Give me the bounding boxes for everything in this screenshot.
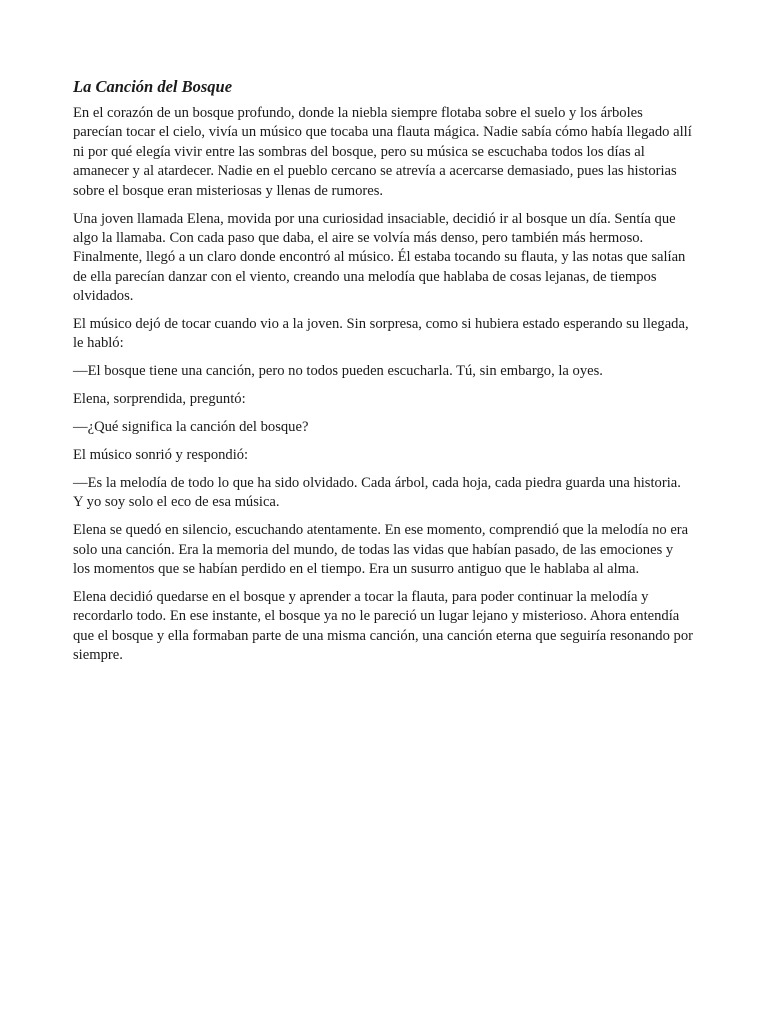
- paragraph-6: Elena se quedó en silencio, escuchando atentamente. En ese momento, comprendió que la melodía no era solo una canción. Era la memoria del mundo, de todas las vidas que habían pasado, de las emociones y los momentos que se habían perdido en el tiempo. Era un susurro antiguo que le hablaba al alma.: [73, 522, 689, 578]
- dialogue-line-1: —El bosque tiene una canción, pero no todos pueden escucharla. Tú, sin embargo, la oyes.: [73, 363, 603, 380]
- document-page: [73, 76, 693, 674]
- document-title: La Canción del Bosque: [73, 77, 233, 96]
- dialogue-line-3: —Es la melodía de todo lo que ha sido olvidado. Cada árbol, cada hoja, cada piedra guarda una historia. Y yo soy solo el eco de esa música.: [73, 475, 681, 511]
- paragraph-4: Elena, sorprendida, preguntó:: [73, 391, 246, 408]
- paragraph-7: Elena decidió quedarse en el bosque y aprender a tocar la flauta, para poder continuar la melodía y recordarlo todo. En ese instante, el bosque ya no le pareció un lugar lejano y misterioso. Ahora entendía que el bosque y ella formaban parte de una misma canción, una canción eterna que seguiría resonando por siempre.: [73, 589, 693, 664]
- paragraph-1: En el corazón de un bosque profundo, donde la niebla siempre flotaba sobre el suelo y los árboles parecían tocar el cielo, vivía un músico que tocaba una flauta mágica. Nadie sabía cómo había llegado allí ni por qué elegía vivir entre las sombras del bosque, pero su música se escuchaba todos los días al amanecer y al atardecer. Nadie en el pueblo cercano se atrevía a acercarse demasiado, pues las historias sobre el bosque eran misteriosas y llenas de rumores.: [73, 105, 692, 199]
- paragraph-2: Una joven llamada Elena, movida por una curiosidad insaciable, decidió ir al bosque un día. Sentía que algo la llamaba. Con cada paso que daba, el aire se volvía más denso, pero también más hermoso. Finalmente, llegó a un claro donde encontró al músico. Él estaba tocando su flauta, y las notas que salían de ella parecían danzar con el viento, creando una melodía que hablaba de cosas lejanas, de tiempos olvidados.: [73, 210, 686, 305]
- paragraph-5: El músico sonrió y respondió:: [73, 447, 249, 464]
- dialogue-line-2: —¿Qué significa la canción del bosque?: [73, 419, 309, 436]
- paragraph-3: El músico dejó de tocar cuando vio a la joven. Sin sorpresa, como si hubiera estado esperando su llegada, le habló:: [73, 316, 689, 352]
